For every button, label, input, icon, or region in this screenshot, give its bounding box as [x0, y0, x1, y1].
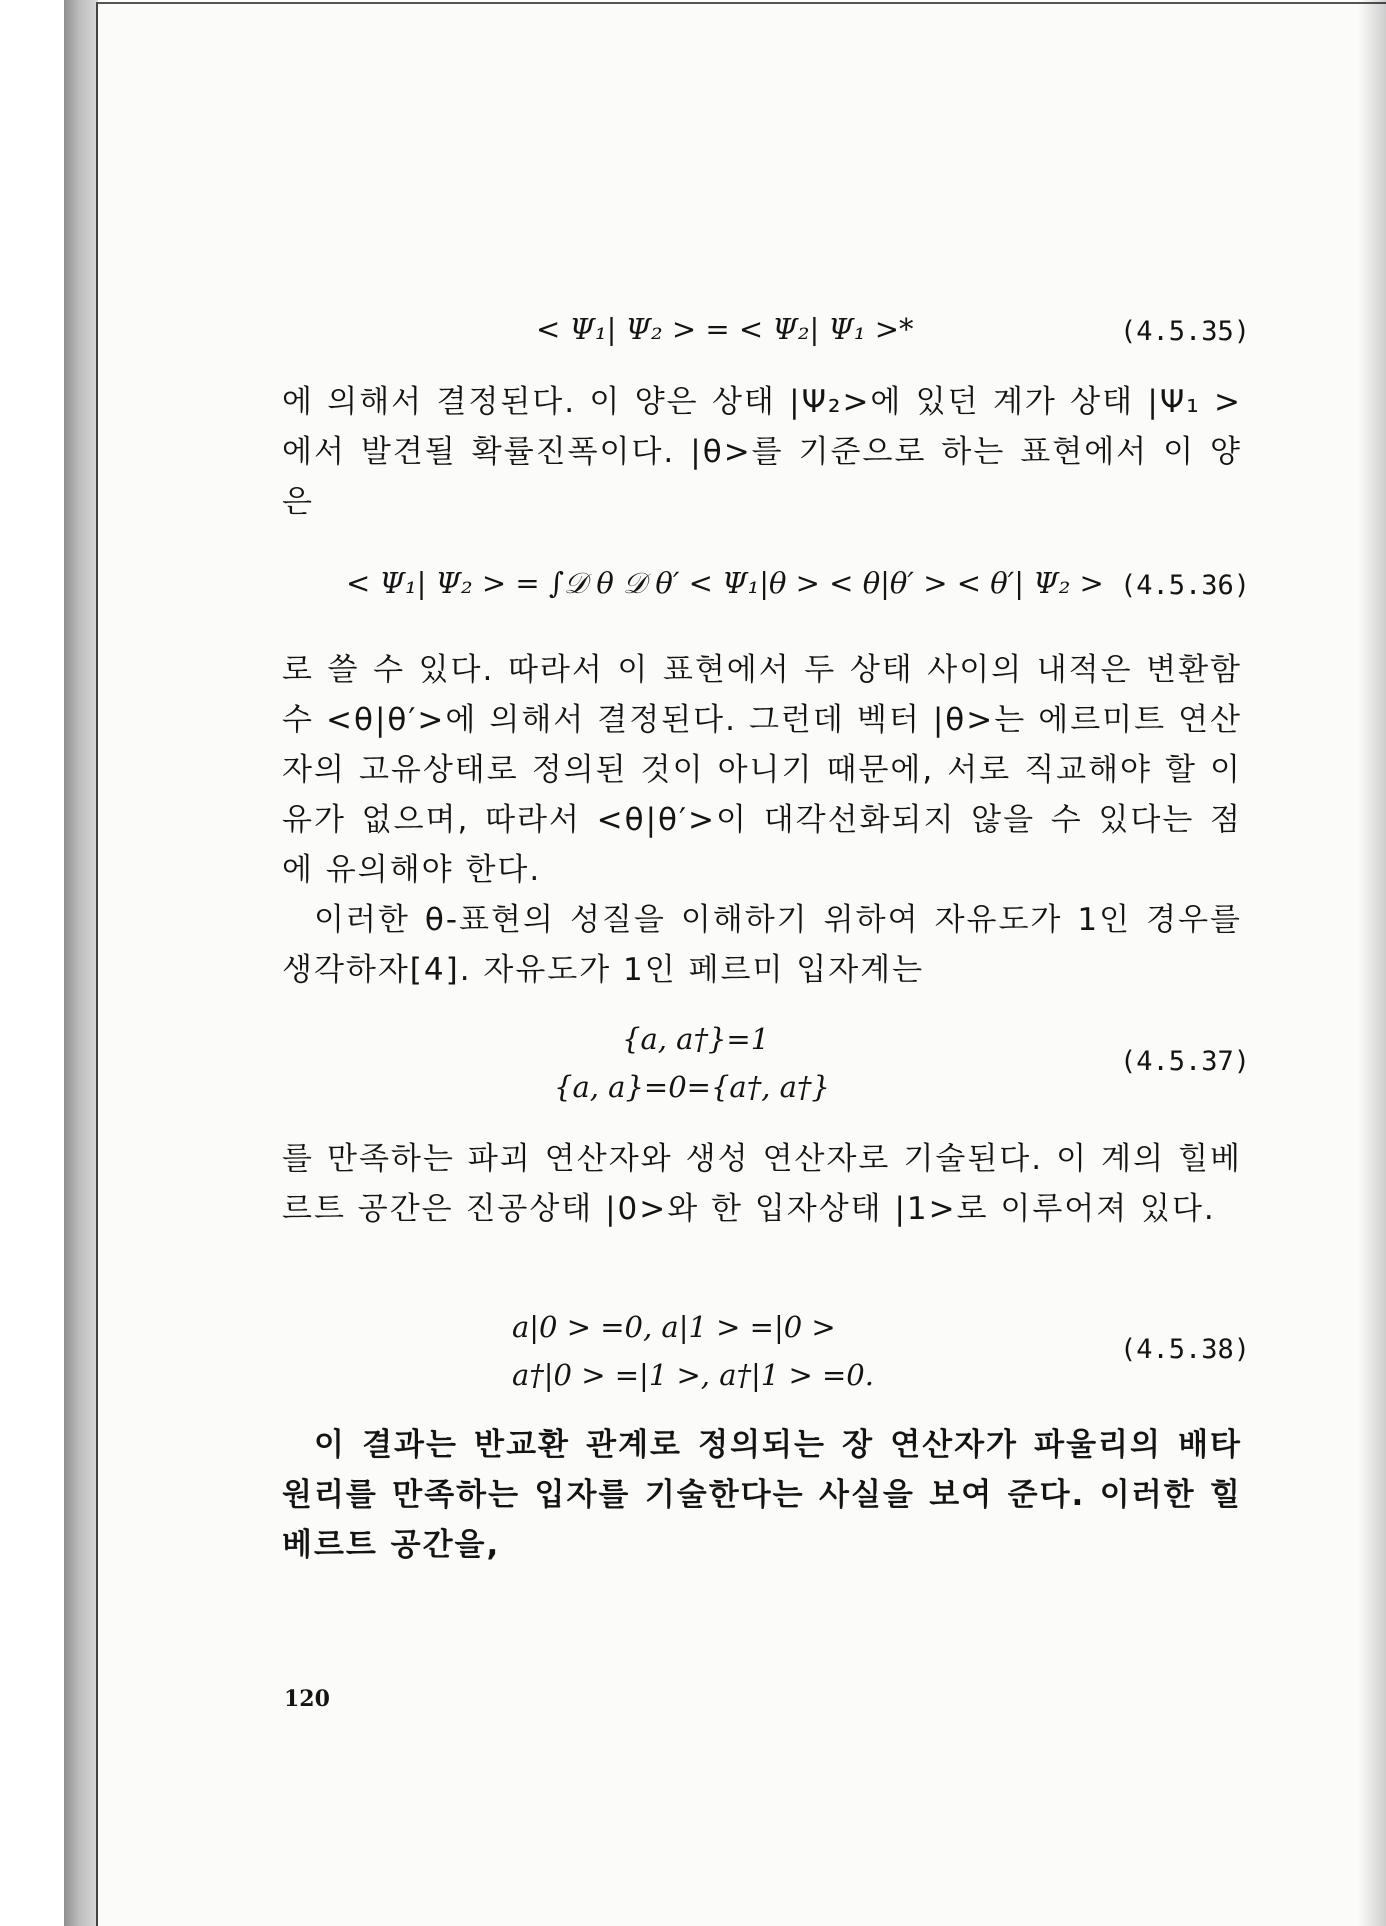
page-shadow — [1358, 0, 1386, 1926]
paragraph-3: 이러한 θ-표현의 성질을 이해하기 위하여 자유도가 1인 경우를 생각하자[4]. 자유도가 1인 페르미 입자계는 — [282, 902, 1242, 988]
paragraph-1: 에 의해서 결정된다. 이 양은 상태 |Ψ₂>에 있던 계가 상태 |Ψ₁ >에서 발견될 확률진폭이다. |θ>를 기준으로 하는 표현에서 이 양은 — [282, 384, 1242, 520]
equation-number-4-5-36: (4.5.36) — [1120, 570, 1251, 601]
book-page-edge — [64, 0, 98, 1926]
equation-4-5-37-line-1: {a, a†}=1 — [622, 1022, 770, 1056]
equation-4-5-38-line-2: a†|0 > =|1 >, a†|1 > =0. — [512, 1358, 874, 1392]
paragraph-5: 이 결과는 반교환 관계로 정의되는 장 연산자가 파울리의 배타원리를 만족하는 입자를 기술한다는 사실을 보여 준다. 이러한 힐베르트 공간을, — [282, 1427, 1242, 1563]
equation-4-5-35: < Ψ₁| Ψ₂ > = < Ψ₂| Ψ₁ >* — [536, 312, 914, 346]
equation-4-5-38-line-1: a|0 > =0, a|1 > =|0 > — [512, 1310, 836, 1344]
equation-4-5-37-line-2: {a, a}=0={a†, a†} — [554, 1070, 830, 1104]
equation-number-4-5-35: (4.5.35) — [1120, 316, 1251, 347]
equation-number-4-5-38: (4.5.38) — [1120, 1334, 1251, 1365]
paragraph-4: 를 만족하는 파괴 연산자와 생성 연산자로 기술된다. 이 계의 힐베르트 공간은 진공상태 |0>와 한 입자상태 |1>로 이루어져 있다. — [282, 1141, 1242, 1227]
page-number: 120 — [284, 1686, 330, 1712]
equation-4-5-36: < Ψ₁| Ψ₂ > = ∫𝒟 θ 𝒟 θ′ < Ψ₁|θ > < θ|θ′ > < θ′| Ψ₂ > — [346, 566, 1104, 600]
equation-number-4-5-37: (4.5.37) — [1120, 1046, 1251, 1077]
paragraph-2: 로 쓸 수 있다. 따라서 이 표현에서 두 상태 사이의 내적은 변환함수 <θ|θ′>에 의해서 결정된다. 그런데 벡터 |θ>는 에르미트 연산자의 고유상태로 정의된 것이 아니기 때문에, 서로 직교해야 할 이유가 없으며, 따라서 <θ|θ′>이 대각선화되지 않을 수 있다는 점에 유의해야 한다. — [282, 652, 1242, 888]
